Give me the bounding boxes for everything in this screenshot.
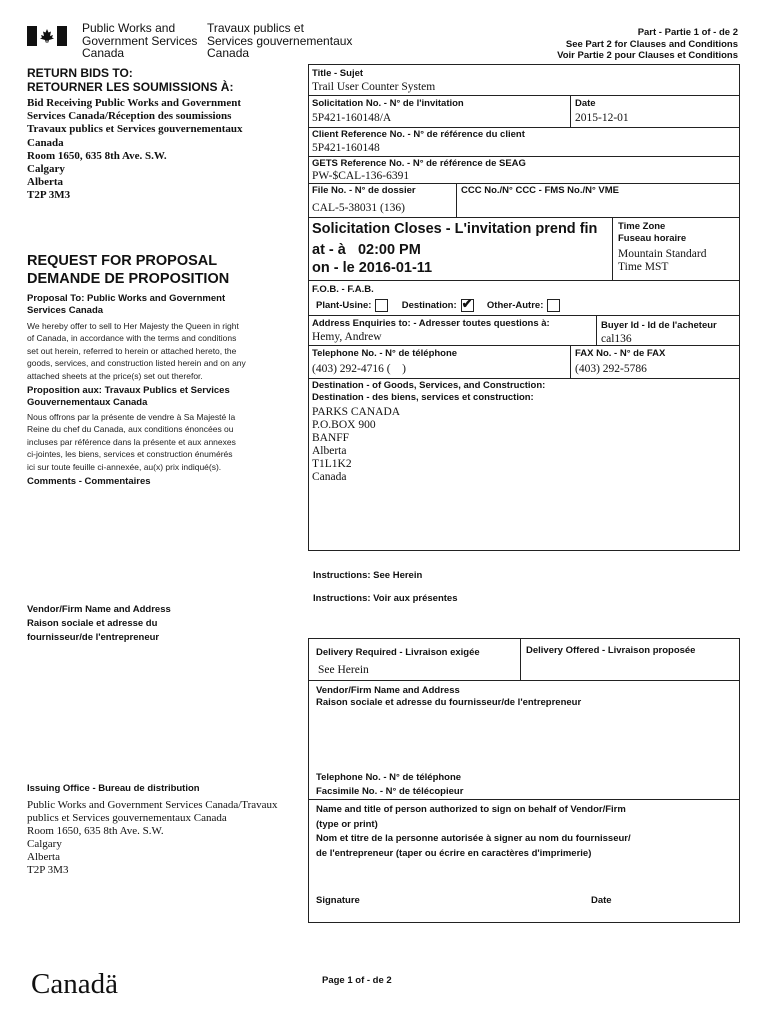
offer-text-en: We hereby offer to sell to Her Majesty the Queen in right of Canada, in accordance with the terms and conditions set out herein, referred to herein or attached hereto, the goods, services, and construction listed herein and on any attached sheets at the price(s) set out therefor. [27,321,246,381]
department-name-fr: Travaux publics et Services gouvernementaux Canada [207,21,353,60]
proposal-to-en: Proposal To: Public Works and Government Services Canada [27,293,226,316]
at-label: at - à [312,242,346,258]
divider [308,345,740,346]
return-bids-address: Bid Receiving Public Works and Government Services Canada/Réception des soumissions Travaux publics et Services gouvernementaux Canada Room 1650, 635 8th Ave. S.W. Calgary Alberta T2P 3M3 [27,97,243,202]
part-line-2: See Part 2 for Clauses and Conditions [565,38,738,50]
date-value: 2015-12-01 [575,112,629,124]
return-bids-title: RETURN BIDS TO: RETOURNER LES SOUMISSIONS À: [27,66,234,94]
vendor-name-address-label: Vendor/Firm Name and Address Raison sociale et adresse du fournisseur/de l'entrepreneur [316,685,582,708]
signature-label: Signature [316,895,360,906]
phone-label: Telephone No. - N° de téléphone [312,348,458,359]
delivery-offered-label: Delivery Offered - Livraison proposée [526,645,696,656]
divider [612,217,613,280]
delivery-required-value: See Herein [318,664,369,676]
plant-checkbox[interactable] [375,299,388,312]
part-line-1: Part - Partie 1 of - de 2 [637,27,738,38]
divider [570,95,571,127]
time-zone-value: Mountain Standard Time MST [618,248,707,273]
vendor-name-address-field[interactable] [312,712,736,764]
closing-time [312,241,421,259]
other-checkbox[interactable] [547,299,560,312]
closing-date [312,259,432,277]
title-label: Title - Sujet [312,68,364,79]
divider [308,156,740,157]
fob-label: F.O.B. - F.A.B. [312,284,374,295]
part-line-3: Voir Partie 2 pour Clauses et Conditions [557,50,738,61]
destination-goods-value: PARKS CANADA P.O.BOX 900 BANFF Alberta T1L1K2 Canada [312,406,401,483]
date-label: Date [575,98,596,109]
destination-goods-label: Destination - of Goods, Services, and Construction: Destination - des biens, services et construction: [312,380,546,403]
solicitation-closes-title: Solicitation Closes - L'invitation prend fin [312,221,598,237]
ccc-label: CCC No./N° CCC - FMS No./N° VME [461,185,620,196]
instructions-en: Instructions: See Herein [313,570,423,581]
fax-label: FAX No. - N° de FAX [575,348,666,359]
divider [520,638,521,680]
closing-time-value: 02:00 PM [357,242,421,258]
divider [308,183,740,184]
delivery-required-label: Delivery Required - Livraison exigée [316,647,480,658]
proposal-to-fr: Proposition aux: Travaux Publics et Services Gouvernementaux Canada [27,385,230,408]
part-info [557,27,738,62]
department-name-en: Public Works and Government Services Canada [82,21,198,60]
rfp-title: REQUEST FOR PROPOSAL DEMANDE DE PROPOSITION [27,253,230,287]
file-no-label: File No. - N° de dossier [312,185,416,196]
time-zone-label: Time Zone Fuseau horaire [618,221,687,244]
client-ref-value: 5P421-160148 [312,142,380,154]
buyer-id-value: cal136 [601,333,632,345]
authorized-person-label: Name and title of person authorized to sign on behalf of Vendor/Firm (type or print) Nom et titre de la personne autorisée à signer au nom du fournisseur/ de l'entrepreneur (taper ou écrire en caractères d'imprimerie) [316,804,631,859]
authorized-person-field[interactable] [312,862,736,888]
other-label: Other-Autre: [486,300,544,312]
destination-checkbox[interactable] [461,296,474,312]
vendor-left-label: Vendor/Firm Name and Address Raison sociale et adresse du fournisseur/de l'entrepreneur [27,604,171,643]
signature-date-label: Date [591,895,612,906]
canada-wordmark: Canadä [31,968,118,1000]
fob-options [316,296,560,312]
maple-leaf-icon [27,26,67,46]
closing-date-value: 2016-01-11 [358,260,433,276]
gets-ref-label: GETS Reference No. - N° de référence de SEAG [312,158,526,169]
page-number: Page 1 of - de 2 [322,975,392,986]
divider [456,183,457,217]
enquiries-value: Hemy, Andrew [312,331,382,343]
canada-flag-logo [27,26,67,46]
solicitation-value: 5P421-160148/A [312,112,392,124]
divider [308,127,740,128]
divider [308,95,740,96]
buyer-id-label: Buyer Id - Id de l'acheteur [601,320,717,331]
divider [570,345,571,378]
gets-ref-value: PW-$CAL-136-6391 [312,170,410,182]
title-value: Trail User Counter System [312,81,436,93]
fax-value: (403) 292-5786 [575,363,647,375]
divider [308,378,740,379]
destination-label: Destination: [401,300,457,312]
file-no-value: CAL-5-38031 (136) [312,202,405,214]
vendor-phone-fax-label: Telephone No. - N° de téléphone Facsimile No. - N° de télécopieur [316,772,464,797]
instructions-fr: Instructions: Voir aux présentes [313,593,458,604]
divider [308,280,740,281]
issuing-office-address: Public Works and Government Services Canada/Travaux publics et Services gouvernementaux Canada Room 1650, 635 8th Ave. S.W. Calgary Alberta T2P 3M3 [27,799,278,876]
comments-label: Comments - Commentaires [27,476,151,487]
solicitation-label: Solicitation No. - N° de l'invitation [312,98,464,109]
enquiries-label: Address Enquiries to: - Adresser toutes questions à: [312,318,550,329]
on-label: on - le [312,260,355,276]
check-mark-icon: ✔ [461,296,473,311]
divider [308,680,740,681]
client-ref-label: Client Reference No. - N° de référence du client [312,129,525,140]
divider [308,799,740,800]
phone-value: (403) 292-4716 ( ) [312,363,406,375]
issuing-office-label: Issuing Office - Bureau de distribution [27,783,200,794]
plant-label: Plant-Usine: [316,300,372,312]
divider [596,315,597,345]
offer-text-fr: Nous offrons par la présente de vendre à Sa Majesté la Reine du chef du Canada, aux conditions énoncées ou incluses par référence dans la présente et aux annexes ci-jointes, les biens, services et construction énumérés ici sur toute feuille ci-annexée, au(x) prix indiqué(s). [27,412,236,472]
divider [308,315,740,316]
divider [308,217,740,218]
